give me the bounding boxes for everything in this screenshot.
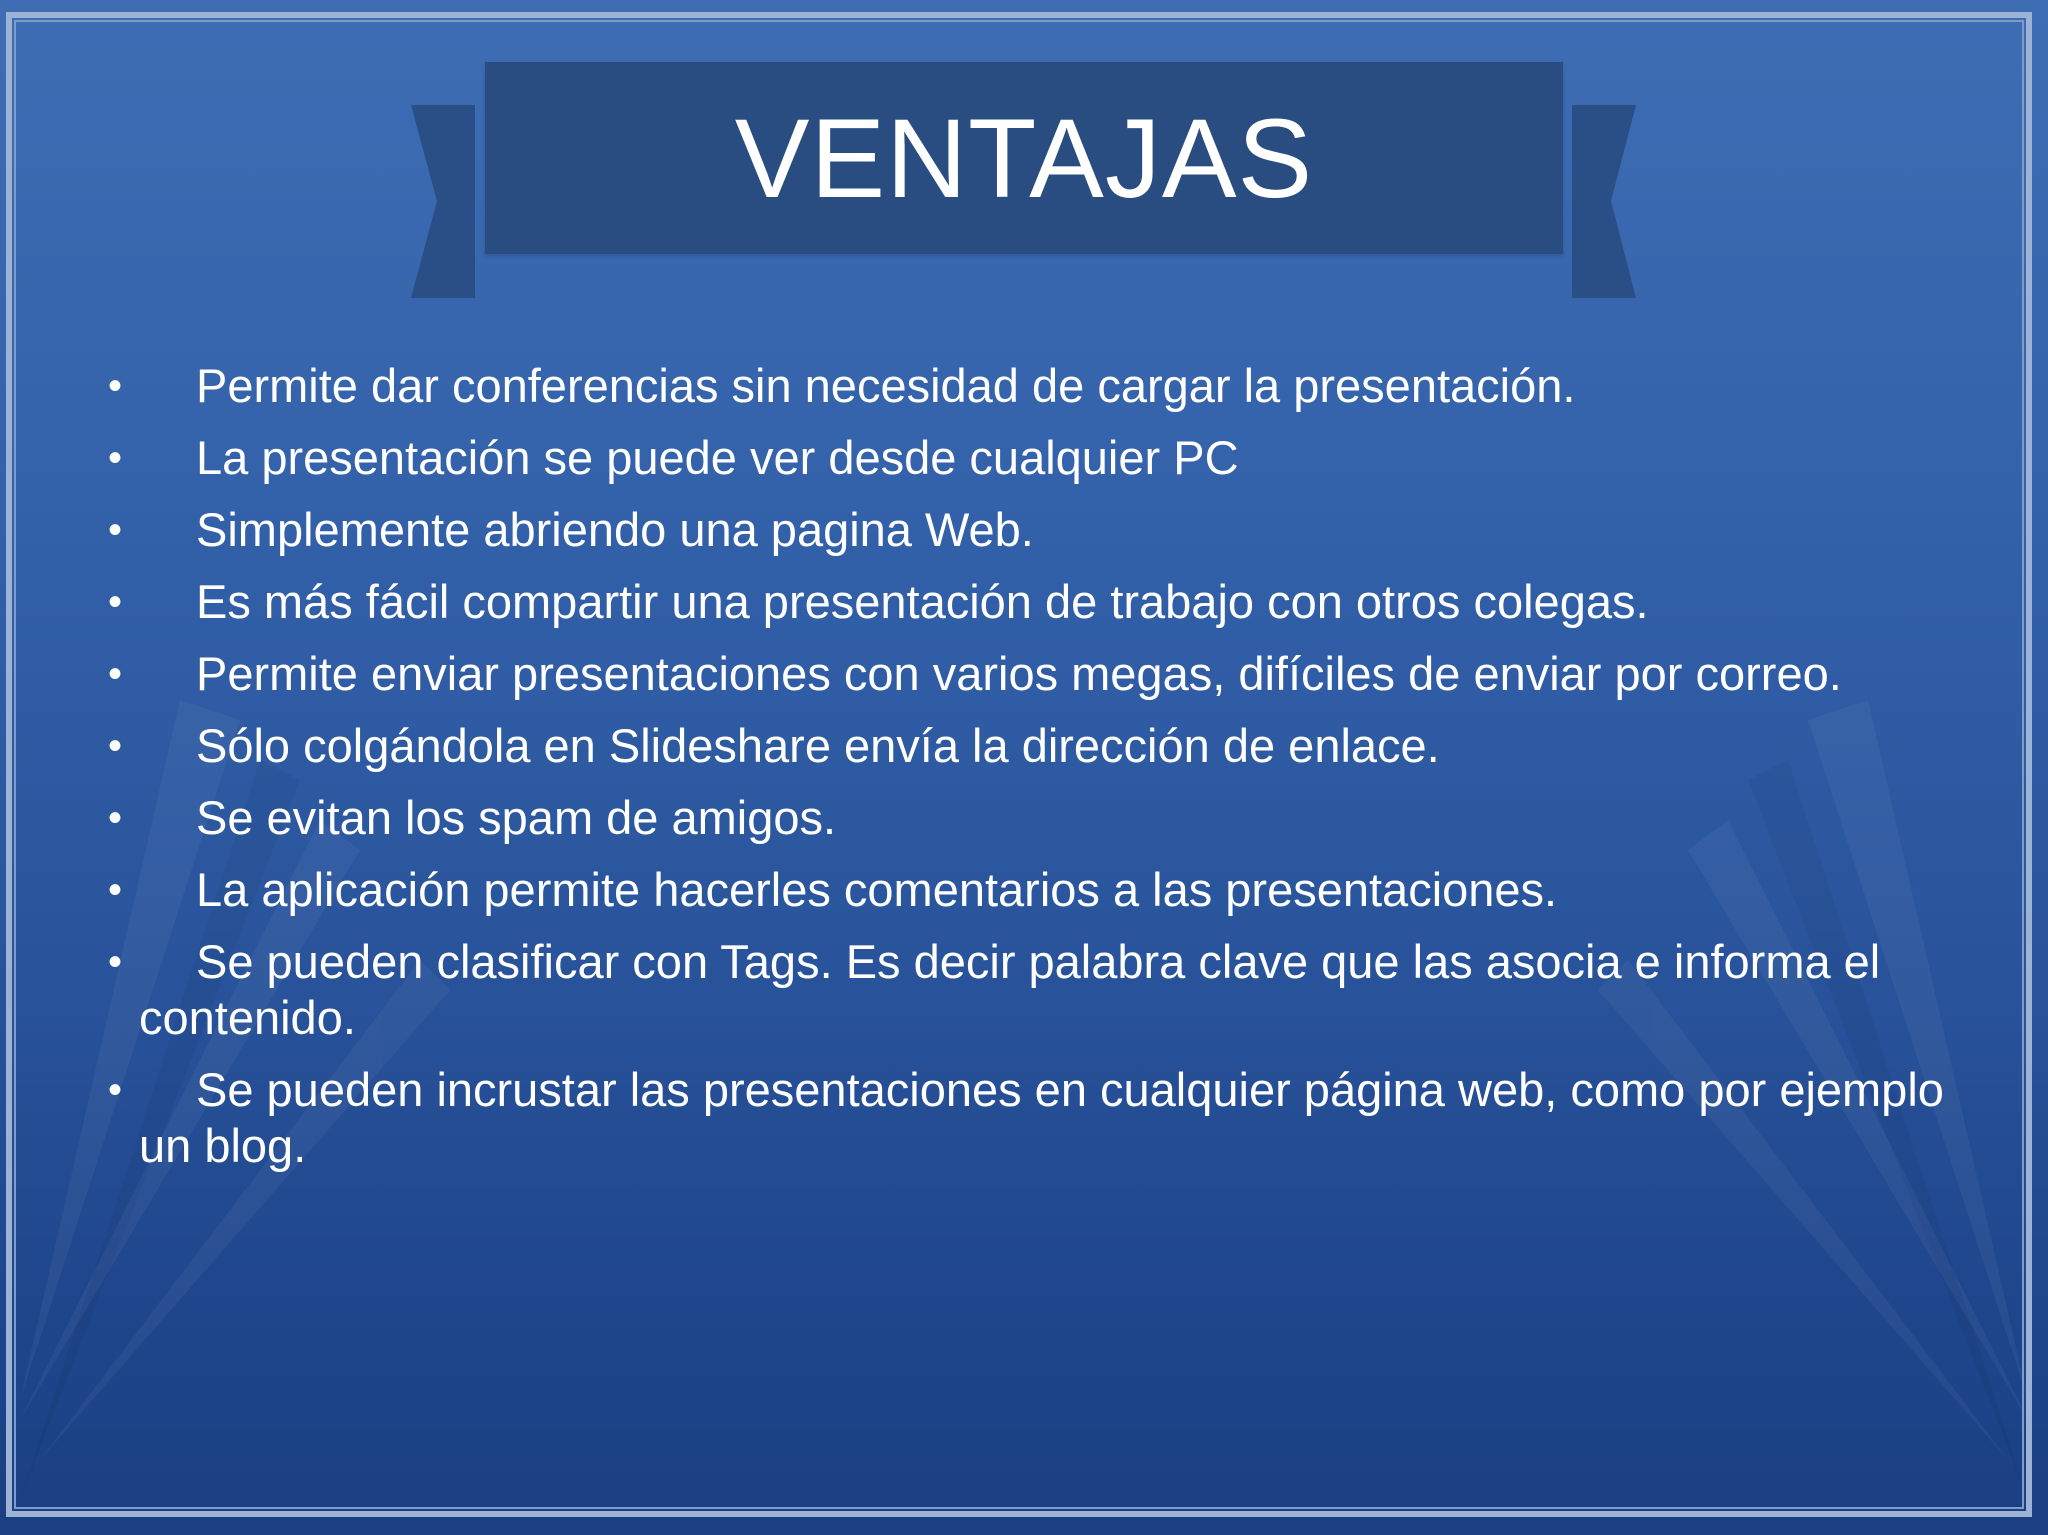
list-item-text: Es más fácil compartir una presentación de trabajo con otros colegas. bbox=[196, 575, 1649, 628]
slide-title: VENTAJAS bbox=[734, 95, 1314, 221]
bullet-icon: • bbox=[108, 508, 123, 552]
list-item bbox=[108, 790, 1968, 846]
bullet-icon: • bbox=[108, 1068, 123, 1112]
list-item bbox=[108, 574, 1968, 630]
ribbon-right-tail bbox=[1572, 105, 1636, 298]
bullet-icon: • bbox=[108, 436, 123, 480]
list-item bbox=[108, 502, 1968, 558]
list-item-text: Se pueden clasificar con Tags. Es decir palabra clave que las asocia e informa el contenido. bbox=[139, 935, 1881, 1044]
bullet-icon: • bbox=[108, 940, 123, 984]
bullet-icon: • bbox=[108, 796, 123, 840]
list-item-text: Se evitan los spam de amigos. bbox=[196, 791, 837, 844]
list-item-text: Se pueden incrustar las presentaciones en cualquier página web, como por ejemplo un blog. bbox=[139, 1063, 1944, 1172]
list-item bbox=[108, 1062, 1968, 1174]
list-item-text: La aplicación permite hacerles comentarios a las presentaciones. bbox=[196, 863, 1558, 916]
bullet-icon: • bbox=[108, 364, 123, 408]
bullet-icon: • bbox=[108, 580, 123, 624]
list-item-text: Simplemente abriendo una pagina Web. bbox=[196, 503, 1034, 556]
list-item-text: Sólo colgándola en Slideshare envía la dirección de enlace. bbox=[196, 719, 1440, 772]
list-item-text: Permite dar conferencias sin necesidad de cargar la presentación. bbox=[196, 359, 1576, 412]
list-item-text: Permite enviar presentaciones con varios megas, difíciles de enviar por correo. bbox=[196, 647, 1842, 700]
advantages-list bbox=[108, 358, 1968, 1190]
ribbon-left-tail bbox=[411, 105, 475, 298]
list-item-text: La presentación se puede ver desde cualquier PC bbox=[196, 431, 1239, 484]
list-item bbox=[108, 862, 1968, 918]
bullet-icon: • bbox=[108, 724, 123, 768]
list-item bbox=[108, 430, 1968, 486]
bullet-icon: • bbox=[108, 868, 123, 912]
list-item bbox=[108, 934, 1968, 1046]
bullet-icon: • bbox=[108, 652, 123, 696]
list-item bbox=[108, 646, 1968, 702]
list-item bbox=[108, 358, 1968, 414]
list-item bbox=[108, 718, 1968, 774]
